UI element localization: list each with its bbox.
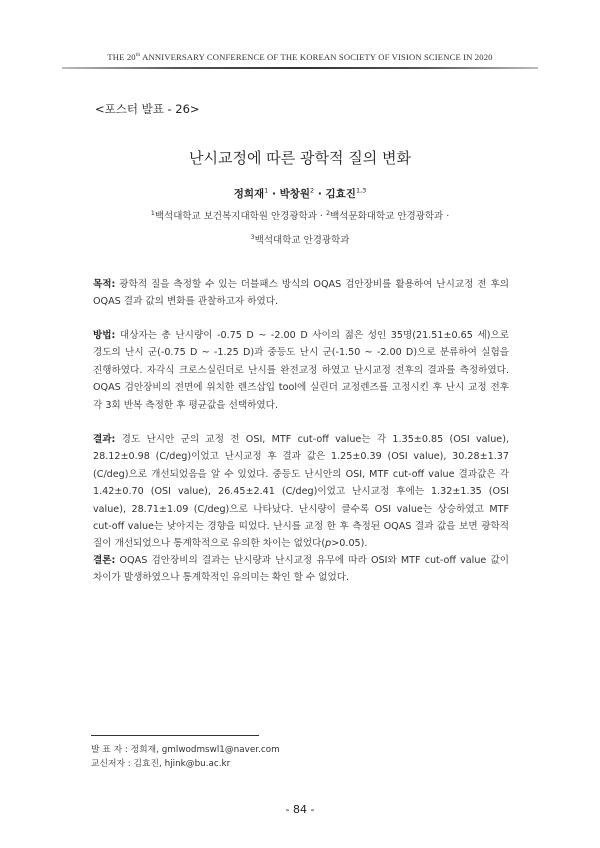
- footnote-divider: [91, 735, 259, 736]
- p-value-symbol: p: [325, 538, 332, 550]
- affiliation-marker: 3: [250, 232, 255, 241]
- author-2: 박창원: [279, 188, 311, 200]
- affiliation-line-2: [0, 232, 600, 246]
- author-3-affiliation: 1,3: [355, 186, 367, 195]
- section-label: 결론:: [93, 555, 116, 566]
- footnote-corresponding: 교신저자 : 김효진, hjink@bu.ac.kr: [91, 759, 231, 769]
- affiliation-text: 백석대학교 보건복지대학원 안경광학과 ·: [154, 211, 326, 222]
- affiliation-text: 백석대학교 안경광학과: [254, 235, 350, 246]
- abstract-conclusion: [93, 552, 509, 587]
- section-label: 목적:: [93, 279, 116, 290]
- section-label: 결과:: [93, 434, 116, 445]
- page-number: - 84 -: [285, 803, 315, 816]
- author-3: 김효진: [325, 188, 356, 200]
- header-superscript: th: [135, 52, 141, 59]
- abstract-purpose: [93, 276, 509, 311]
- author-2-affiliation: 2: [310, 186, 315, 195]
- running-header: [0, 52, 600, 62]
- abstract-result: [93, 431, 509, 553]
- affiliation-text: 백석문화대학교 안경광학과 ·: [330, 211, 450, 222]
- section-body-end: >0.05).: [331, 538, 368, 550]
- header-text-rest: ANNIVERSARY CONFERENCE OF THE KOREAN SOCIETY OF VISION SCIENCE IN 2020: [140, 52, 493, 62]
- header-divider: [62, 67, 538, 69]
- abstract-method: [93, 327, 509, 414]
- section-body: 광학적 질을 측정할 수 있는 더블패스 방식의 OQAS 검안장비를 활용하여 난시교정 전 후의 OQAS 결과 값의 변화를 관찰하고자 하였다.: [93, 279, 509, 308]
- section-body: OQAS 검안장비의 결과는 난시량과 난시교정 유무에 따라 OSI와 MTF cut-off value 값이 차이가 발생하였으나 통계학적인 유의미는 확인 할 수 없었다.: [93, 555, 509, 584]
- affiliation-marker: 1: [150, 208, 155, 217]
- author-separator: ·: [268, 188, 280, 200]
- author-1: 정희재: [233, 188, 265, 200]
- paper-title: 난시교정에 따른 광학적 질의 변화: [189, 149, 411, 167]
- author-1-affiliation: 1: [264, 186, 269, 195]
- affiliation-marker: 2: [325, 208, 331, 217]
- affiliation-line-1: [0, 208, 600, 222]
- author-separator: ·: [314, 188, 326, 200]
- section-body: 경도 난시안 군의 교정 전 OSI, MTF cut-off value는 각 1.35±0.85 (OSI value), 28.12±0.98 (C/deg)이었고 난시교정 후 결과 값은 1.25±0.39 (OSI value), 30.28±1.37 (C/deg)으로 개선되었음을 알 수 있었다. 중등도 난시안의 OSI, MTF cut-off value 결과값은 각 1.42±0.70 (OSI value), 26.45±2.41 (C/deg)이었고 난시교정 후에는 1.32±1.35 (OSI value), 28.71±1.09 (C/deg)으로 나타났다. 난시량이 클수록 OSI value는 상승하였고 MTF cut-off value는 낮아지는 경향을 띠었다. 난시를 교정 한 후 측정된 OQAS 결과 값을 보면 광학적 질이 개선되었으나 통계학적으로 유의한 차이는 없었다(: [93, 434, 509, 550]
- section-label: 방법:: [93, 330, 116, 341]
- footnote-presenter: 발 표 자 : 정희재, gmlwodmswl1@naver.com: [91, 745, 280, 755]
- author-list: [0, 186, 600, 201]
- section-body: 대상자는 총 난시량이 -0.75 D ~ -2.00 D 사이의 젊은 성인 35명(21.51±0.65 세)으로 경도의 난시 군(-0.75 D ~ -1.25 D)과 중등도 난시 군(-1.50 ~ -2.00 D)으로 분류하여 실험을 진행하였다. 자각식 크로스실린더로 난시를 완전교정 하였고 난시교정 전후의 결과를 측정하였다. OQAS 검안장비의 전면에 위치한 렌즈삽입 tool에 실린더 교정렌즈를 고정시킨 후 난시 교정 전후 각 3회 반복 측정한 후 평균값을 선택하였다.: [93, 330, 509, 411]
- header-text: THE 20: [107, 52, 136, 62]
- session-label: <포스터 발표 - 26>: [95, 102, 200, 116]
